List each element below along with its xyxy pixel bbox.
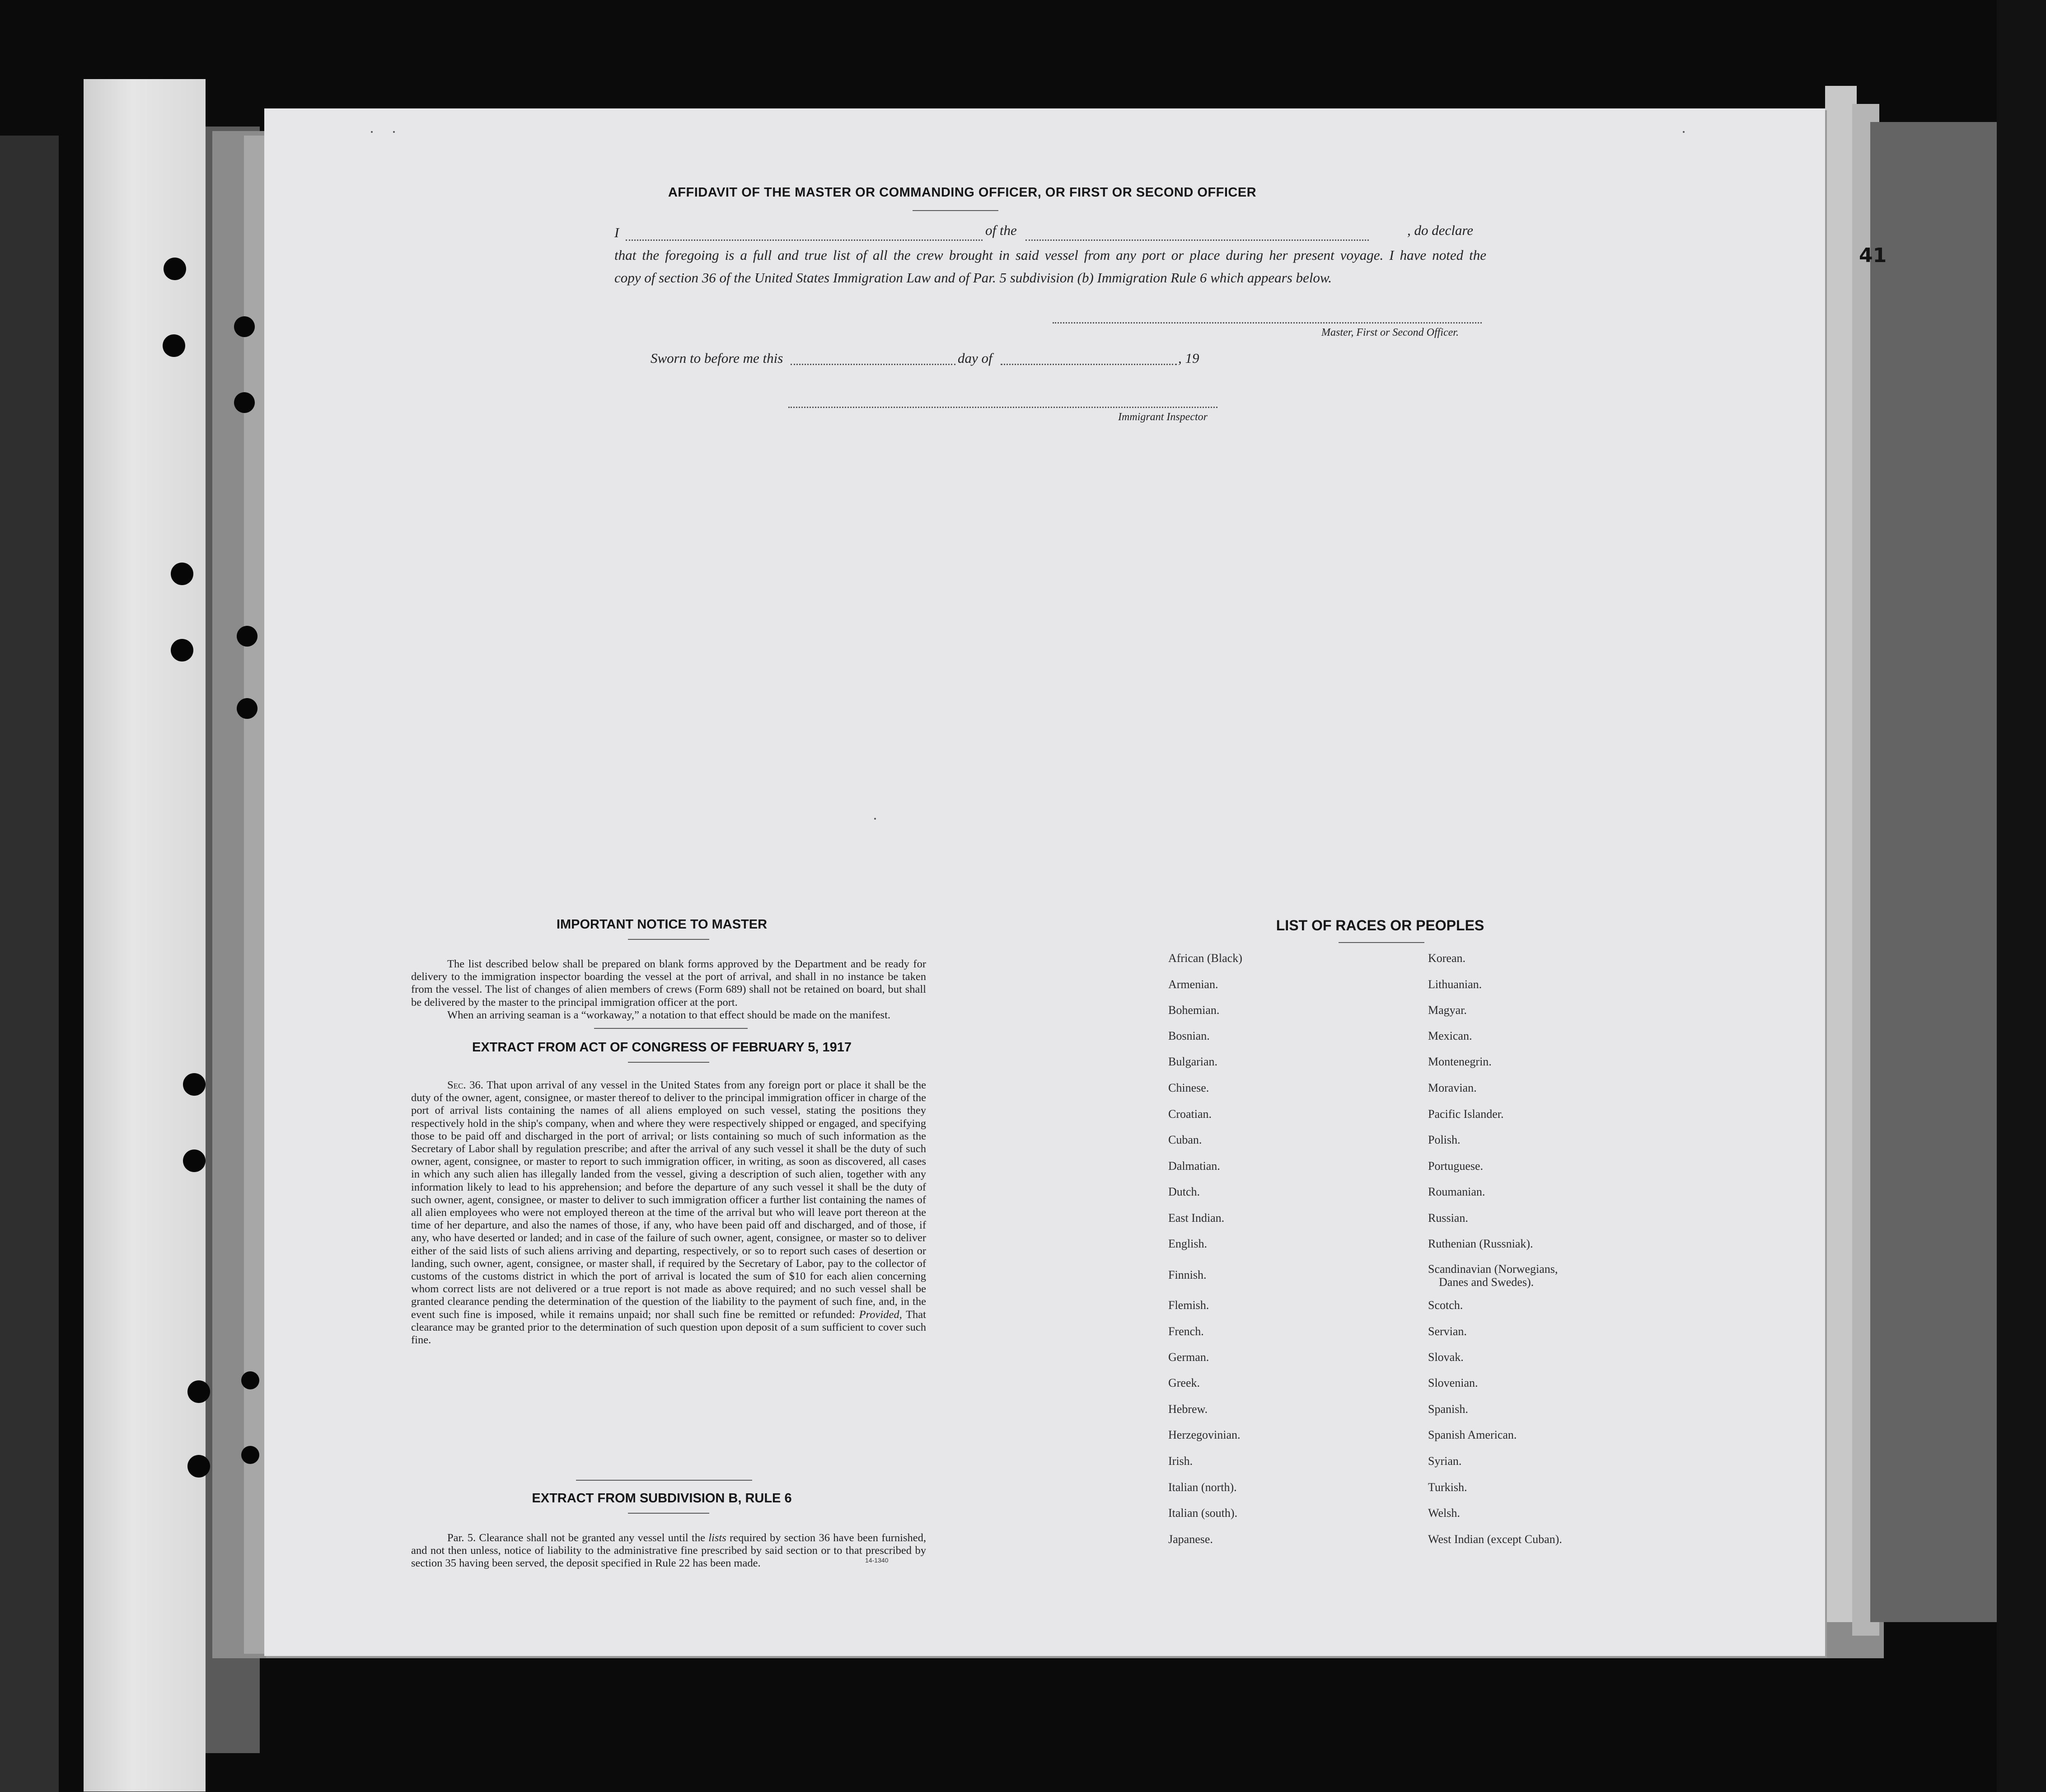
section-divider — [594, 1028, 748, 1029]
section-36-text: That upon arrival of any vessel in the United States from any foreign port or place it shall be the duty of the owner, agent, consignee, or master thereof to deliver to the principal immigration officer in charge of the port of arrival lists containing the names of all aliens employed on such vessel, stating the positions they respectively hold in the ship's company, when and where they were respectively shipped or engaged, and specifying those to be paid off and discharged in the port of arrival; or lists containing so much of such information as the Secretary of Labor shall by regulation prescribe; and after the arrival of any such vessel it shall be the duty of such owner, agent, consignee, or master to report to such immigration officer, in writing, as soon as discovered, all cases in which any such alien has illegally landed from the vessel, giving a description of such alien, together with any information likely to lead to his apprehension; and before the departure of any such vessel it shall be the duty of such owner, agent, consignee, or master to deliver to such immigration officer a further list containing the names of all alien employees who were not employed thereon at the time of the arrival but who will leave port thereon at the time of her departure, and also the names of those, if any, who have been paid off and discharged, and of those, if any, who have deserted or landed; and in case of the failure of such owner, agent, consignee, or master so to deliver either of the said lists of such aliens arriving and departing, respectively, or so to report such cases of desertion or landing, such owner, agent, consignee, or master shall, if required by the Secretary of Labor, pay to the collector of customs of the customs district in which the port of arrival is located the sum of $10 for each alien concerning whom correct lists are not delivered or a true report is not made as above required; and no such vessel shall be granted clearance pending the determination of the question of the liability to the payment of such fine, and, in the event such fine is imposed, while it remains unpaid; nor shall such fine be remitted or refunded: — [411, 1079, 926, 1321]
blank-month-line — [1001, 364, 1177, 365]
rule-extract-heading: EXTRACT FROM SUBDIVISION B, RULE 6 — [532, 1491, 792, 1506]
lists-word: lists — [708, 1532, 726, 1544]
blank-day-line — [791, 364, 955, 365]
section-divider — [576, 1480, 752, 1481]
race-entry: Spanish. — [1428, 1403, 1468, 1416]
punch-hole — [183, 1149, 206, 1172]
inspector-label: Immigrant Inspector — [1118, 411, 1208, 423]
blank-name-line — [626, 239, 983, 241]
notice-paragraph-2: When an arriving seaman is a “workaway,” a notation to that effect should be made on the manifest. — [447, 1009, 891, 1021]
race-entry: Croatian. — [1168, 1107, 1212, 1121]
race-entry: Danes and Swedes). — [1439, 1276, 1534, 1289]
race-entry: Bulgarian. — [1168, 1055, 1218, 1068]
act-extract-text — [411, 1079, 926, 1346]
race-entry: Finnish. — [1168, 1268, 1207, 1281]
notice-text — [411, 958, 926, 1022]
race-entry: Japanese. — [1168, 1533, 1213, 1546]
race-entry: Mexican. — [1428, 1029, 1472, 1042]
race-entry: Irish. — [1168, 1454, 1193, 1468]
heading-underline — [628, 1062, 709, 1063]
race-entry: Armenian. — [1168, 978, 1218, 991]
race-entry: Bosnian. — [1168, 1029, 1210, 1042]
race-entry: Russian. — [1428, 1211, 1468, 1224]
punch-hole — [234, 392, 255, 413]
race-entry: Welsh. — [1428, 1506, 1460, 1520]
punch-hole — [241, 1371, 259, 1389]
signature-line — [1053, 322, 1482, 324]
blank-vessel-line — [1025, 239, 1369, 241]
punch-hole — [234, 316, 255, 337]
race-entry: Moravian. — [1428, 1081, 1477, 1094]
affidavit-i: I — [614, 225, 619, 240]
race-entry: Chinese. — [1168, 1081, 1209, 1094]
punch-hole — [171, 563, 193, 585]
binder-board — [1870, 122, 1997, 1622]
race-entry: Portuguese. — [1428, 1159, 1484, 1173]
punch-hole — [183, 1073, 206, 1096]
notice-heading: IMPORTANT NOTICE TO MASTER — [556, 917, 768, 932]
rule-text: Par. 5. Clearance shall not be granted any vessel until the — [447, 1532, 705, 1544]
provided-word: Provided, — [859, 1308, 902, 1321]
rule-text-end: required by section 36 have been furnished, and not then unless, notice of liability to the administrative fine prescribed by said section or to that prescribed by section 35 having been served, the deposit specified in Rule 22 has been made. — [411, 1532, 926, 1570]
rule-extract-text — [411, 1532, 926, 1570]
race-entry: Scandinavian (Norwegians, — [1428, 1262, 1558, 1276]
race-entry: English. — [1168, 1237, 1207, 1250]
race-entry: Hebrew. — [1168, 1403, 1208, 1416]
section-36-text-end: That clearance may be granted prior to the determination of such question upon deposit of a sum sufficient to cover such fine. — [411, 1308, 926, 1346]
affidavit-heading: AFFIDAVIT OF THE MASTER OR COMMANDING OFFICER, OR FIRST OR SECOND OFFICER — [668, 185, 1257, 200]
heading-underline — [628, 1513, 709, 1514]
race-entry: Turkish. — [1428, 1481, 1467, 1494]
punch-hole — [237, 698, 258, 719]
punch-hole — [164, 258, 186, 280]
race-entry: Slovenian. — [1428, 1376, 1478, 1389]
race-entry: Pacific Islander. — [1428, 1107, 1504, 1121]
race-entry: Slovak. — [1428, 1351, 1464, 1364]
race-entry: Greek. — [1168, 1376, 1200, 1389]
race-entry: Spanish American. — [1428, 1428, 1517, 1441]
race-entry: Italian (south). — [1168, 1506, 1238, 1520]
races-heading: LIST OF RACES OR PEOPLES — [1276, 917, 1484, 934]
punch-hole — [187, 1380, 210, 1403]
paper-speck — [371, 131, 373, 133]
punch-hole — [171, 639, 193, 661]
page-number: 41 — [1859, 244, 1887, 267]
race-entry: German. — [1168, 1351, 1209, 1364]
act-extract-heading: EXTRACT FROM ACT OF CONGRESS OF FEBRUARY 5, 1917 — [472, 1040, 852, 1055]
paper-speck — [393, 131, 395, 133]
race-entry: Flemish. — [1168, 1299, 1209, 1312]
affidavit-line-3: copy of section 36 of the United States Immigration Law and of Par. 5 subdivision (b) Immigration Rule 6 which appears below. — [614, 270, 1332, 286]
race-entry: Korean. — [1428, 952, 1466, 965]
race-entry: Herzegovinian. — [1168, 1428, 1241, 1441]
affidavit-declare: , do declare — [1407, 222, 1474, 238]
scan-right-edge — [1997, 0, 2046, 1792]
sworn-year: , 19 — [1178, 350, 1199, 366]
punch-hole — [241, 1446, 259, 1464]
inspector-signature-line — [788, 407, 1217, 408]
race-entry: Dalmatian. — [1168, 1159, 1220, 1173]
paper-speck — [874, 818, 876, 820]
race-entry: French. — [1168, 1325, 1204, 1338]
race-entry: Lithuanian. — [1428, 978, 1482, 991]
race-entry: Servian. — [1428, 1325, 1467, 1338]
affidavit-line-2: that the foregoing is a full and true list of all the crew brought in said vessel from any port or place during her present voyage. I have noted the — [614, 247, 1486, 263]
race-entry: East Indian. — [1168, 1211, 1225, 1224]
race-entry: Dutch. — [1168, 1185, 1200, 1198]
race-entry: Montenegrin. — [1428, 1055, 1492, 1068]
form-number: 14-1340 — [865, 1557, 889, 1564]
signature-label: Master, First or Second Officer. — [1321, 327, 1459, 338]
affidavit-of-the: of the — [985, 222, 1017, 238]
race-entry: Roumanian. — [1428, 1185, 1485, 1198]
scan-left-edge — [0, 136, 59, 1792]
sworn-day-of: day of — [958, 350, 993, 366]
binder-strip — [84, 79, 206, 1792]
race-entry: Magyar. — [1428, 1004, 1467, 1017]
race-entry: Cuban. — [1168, 1133, 1202, 1146]
punch-hole — [187, 1455, 210, 1478]
heading-underline — [1339, 942, 1424, 943]
paper-speck — [1683, 131, 1685, 133]
manifest-page — [264, 108, 1825, 1656]
heading-underline — [913, 210, 998, 211]
race-entry: Bohemian. — [1168, 1004, 1220, 1017]
notice-paragraph-1: The list described below shall be prepared on blank forms approved by the Department and be ready for delivery to the immigration inspector boarding the vessel at the port of arrival, and shall in no instance be taken from the vessel. The list of changes of alien members of crews (Form 689) shall not be retained on board, but shall be delivered by the master to the principal immigration officer at the port. — [411, 958, 926, 1009]
race-entry: Ruthenian (Russniak). — [1428, 1237, 1533, 1250]
sworn-prefix: Sworn to before me this — [651, 350, 783, 366]
race-entry: Scotch. — [1428, 1299, 1463, 1312]
race-entry: Polish. — [1428, 1133, 1461, 1146]
punch-hole — [163, 334, 185, 357]
punch-hole — [237, 626, 258, 647]
section-label: Sec. 36. — [447, 1079, 483, 1091]
race-entry: Syrian. — [1428, 1454, 1462, 1468]
race-entry: African (Black) — [1168, 952, 1242, 965]
heading-underline — [628, 939, 709, 940]
race-entry: West Indian (except Cuban). — [1428, 1533, 1562, 1546]
race-entry: Italian (north). — [1168, 1481, 1237, 1494]
